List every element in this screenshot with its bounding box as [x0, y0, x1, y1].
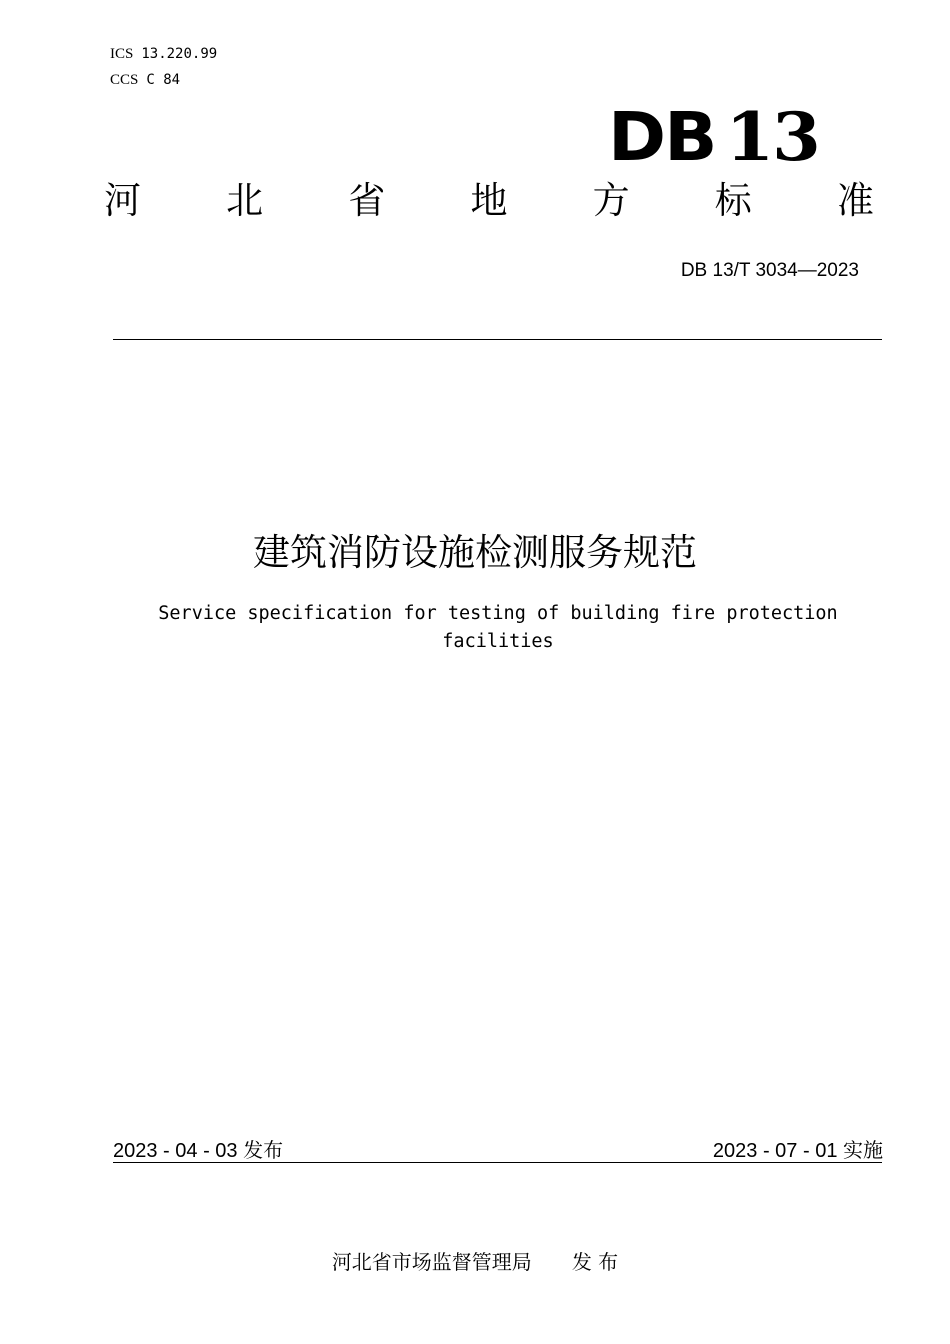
ics-value: 13.220.99: [141, 46, 218, 62]
document-title-en: Service specification for testing of building fire protection facilities: [158, 603, 838, 652]
logo-number: 13: [725, 97, 819, 176]
implementation-date: 2023 - 07 - 01 实施: [712, 1140, 883, 1162]
ccs-line: [110, 72, 180, 89]
standard-type-char: 省: [348, 179, 386, 222]
header-divider: [113, 339, 882, 340]
release-date: 2023 - 04 - 03 发布: [113, 1140, 284, 1162]
standard-type-char: 标: [714, 179, 752, 222]
ics-line: [110, 46, 217, 63]
ics-label: ICS: [110, 46, 134, 62]
logo-letters: DB: [608, 98, 716, 176]
standard-number: DB 13/T 3034—2023: [680, 260, 859, 281]
footer-divider: [113, 1162, 882, 1163]
document-title-cn: 建筑消防设施检测服务规范: [253, 531, 697, 574]
standard-type-char: 准: [836, 179, 874, 222]
issue-word: 发 布: [571, 1250, 619, 1274]
standard-type-char: 河: [104, 179, 141, 222]
standard-type-char: 地: [470, 179, 508, 222]
standard-type-heading: [104, 179, 874, 222]
ccs-value: C 84: [146, 72, 181, 88]
db13-logo: [608, 97, 819, 176]
standard-type-char: 方: [592, 179, 630, 222]
issuer-name: 河北省市场监督管理局: [331, 1250, 532, 1274]
ccs-label: CCS: [110, 72, 139, 88]
issuer-line: [0, 1246, 950, 1275]
standard-type-char: 北: [226, 179, 264, 222]
